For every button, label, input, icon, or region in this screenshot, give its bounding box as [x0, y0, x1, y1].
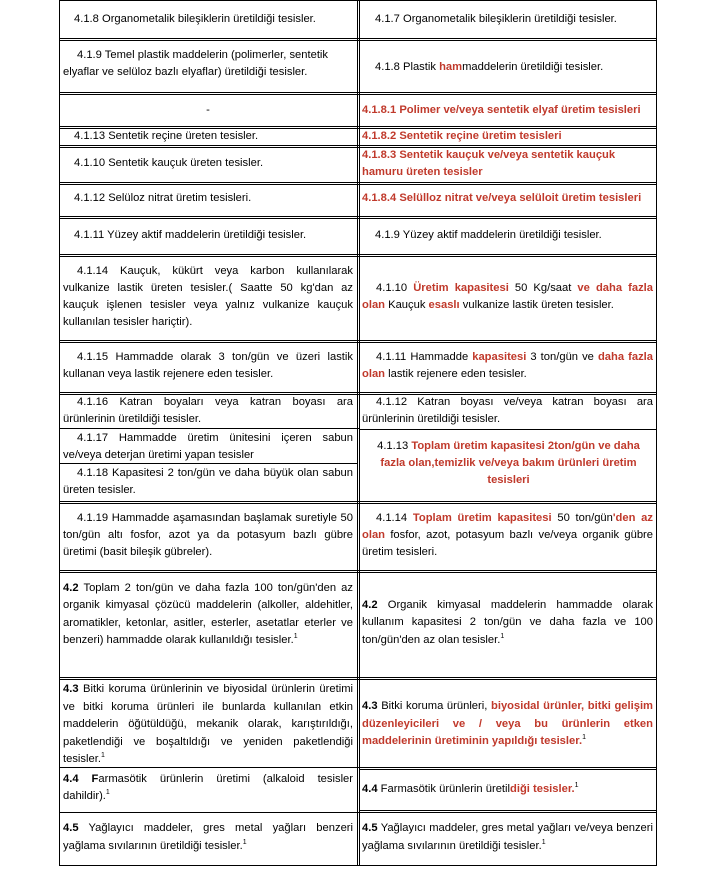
table-cell-right — [361, 698, 656, 751]
changed-text: Üretim kapasitesi — [413, 282, 509, 294]
table-cell-right — [361, 59, 656, 76]
table-cell-right — [361, 280, 656, 314]
row-divider — [59, 92, 657, 95]
cell-text: 50 ton/gün — [551, 512, 613, 524]
table-cell-left — [60, 819, 356, 855]
cell-text: - — [206, 104, 210, 116]
cell-text: Yağlayıcı maddeler, gres metal yağları ve/veya benzeri yağlama sıvılarının üretildiği tesisler. — [362, 822, 653, 852]
table-cell-right — [361, 11, 656, 28]
row-divider — [59, 38, 657, 41]
cell-text: fosfor, azot, potasyum bazlı ve/veya organik gübre üretim tesisleri. — [362, 529, 653, 558]
row-divider — [59, 216, 657, 219]
clause-number: 4.3 — [63, 683, 79, 695]
cell-text: armasötik ürünlerin üretimi (alkaloid tesisler dahildir). — [63, 773, 354, 802]
table-cell-left — [60, 394, 356, 428]
changed-text: esaslı — [428, 299, 460, 311]
cell-text: 4.1.9 Temel plastik maddelerin (polimerler, sentetik elyaflar ve selüloz bazlı elyaflar) üretildiği tesisler. — [63, 49, 329, 78]
footnote-marker: 1 — [574, 782, 579, 789]
cell-text: Bitki koruma ürünleri, — [377, 700, 491, 712]
table-cell-left — [60, 128, 356, 145]
clause-number: 4.3 — [362, 700, 378, 712]
cell-text: Organik kimyasal maddelerin hammadde olarak kullanım kapasitesi 2 ton/gün ve daha fazla ve 100 ton/gün'den az olan tesisler. — [362, 599, 653, 646]
row-divider — [59, 0, 657, 1]
clause-number: 4.2 — [63, 582, 79, 594]
comparison-table — [59, 0, 657, 866]
changed-text: ham — [439, 61, 463, 73]
cell-text: 4.1.19 Hammadde aşamasından başlamak suretiyle 50 ton/gün altı fosfor, azot ya da potasyum bazlı gübre üretimi (basit bileşik gübreler). — [63, 512, 353, 558]
clause-number: 4.4 — [362, 783, 378, 795]
row-divider — [359, 429, 657, 430]
footnote-marker: 1 — [242, 839, 247, 846]
changed-text: diği tesisler. — [510, 783, 575, 795]
changed-text: kapasitesi — [472, 351, 527, 363]
cell-text: F — [78, 773, 99, 785]
cell-text: Toplam 2 ton/gün ve daha fazla 100 ton/gün'den az organik kimyasal çözücü maddelerin (alkoller, aldehitler, aromatikler, ketonlar, asitler, esterler, asetatlar eterler ve benzeri) hammadde olarak kullanıldığı tesisler. — [63, 582, 353, 646]
cell-text: lastik rejenere eden tesisler. — [385, 368, 527, 380]
cell-text: 4.1.10 — [376, 282, 414, 294]
row-divider — [59, 340, 657, 343]
table-cell-left — [60, 771, 356, 805]
changed-text: 4.1.8.2 Sentetik reçine üretim tesisleri — [362, 130, 562, 142]
row-divider — [59, 428, 359, 429]
row-divider — [359, 810, 657, 813]
table-cell-right — [361, 227, 656, 244]
changed-text: ve daha fazla olan — [362, 282, 653, 311]
cell-text: maddelerin üretildiği tesisler. — [462, 61, 604, 73]
footnote-marker: 1 — [100, 752, 105, 759]
table-cell-right — [361, 597, 656, 649]
table-cell-left — [60, 349, 356, 383]
clause-number: 4.4 — [63, 773, 79, 785]
cell-text: 4.1.14 Kauçuk, kükürt veya karbon kullanılarak vulkanize lastik üreten tesisler.( Saatte 50 kg'dan az kauçuk işlenen tesisler veya yalnız vulkanize kauçuk kullanılan tesisler hariçtir). — [63, 265, 353, 328]
cell-text: 4.1.11 Hammadde — [376, 351, 473, 363]
cell-text: vulkanize lastik üreten tesisler. — [459, 299, 614, 311]
table-cell-left — [60, 430, 356, 464]
table-border-bottom — [59, 865, 657, 866]
cell-text: 4.1.14 — [376, 512, 413, 524]
changed-text: 4.1.8.4 Selülloz nitrat ve/veya selüloit üretim tesisleri — [362, 192, 642, 204]
table-cell-right — [361, 102, 656, 119]
table-cell-left — [60, 465, 356, 499]
cell-text: Yağlayıcı maddeler, gres metal yağları benzeri yağlama sıvılarının üretildiği tesisler. — [63, 822, 353, 852]
changed-text: 4.1.8.1 Polimer ve/veya sentetik elyaf üretim tesisleri — [362, 104, 641, 116]
cell-text: 4.1.9 Yüzey aktif maddelerin üretildiği tesisler. — [375, 229, 602, 241]
footnote-marker: 1 — [293, 632, 298, 640]
table-cell-right — [361, 819, 656, 855]
row-divider — [59, 254, 657, 257]
table-cell-right — [361, 510, 656, 561]
cell-text: 4.1.18 Kapasitesi 2 ton/gün ve daha büyük olan sabun üreten tesisler. — [63, 467, 353, 496]
cell-text: 4.1.16 Katran boyaları veya katran boyası ara ürünlerinin üretildiği tesisler. — [63, 396, 353, 425]
footnote-marker: 1 — [582, 734, 586, 741]
table-cell-left — [60, 155, 356, 172]
changed-text: 4.1.8.3 Sentetik kauçuk ve/veya sentetik kauçuk hamuru üreten tesisler — [362, 149, 616, 178]
row-divider — [59, 501, 657, 504]
cell-text: 4.1.8 Plastik — [375, 61, 440, 73]
table-cell-left — [60, 190, 356, 207]
changed-text: Toplam üretim kapasitesi — [412, 512, 552, 524]
cell-text: 4.1.12 Selüloz nitrat üretim tesisleri. — [74, 192, 252, 204]
table-cell-right — [361, 781, 656, 798]
changed-text: 'den az olan — [362, 512, 653, 541]
table-cell-left — [60, 580, 356, 649]
cell-text: 4.1.8 Organometalik bileşiklerin üretildiği tesisler. — [74, 13, 316, 25]
changed-text: biyosidal ürünler, bitki gelişim düzenleyicileri ve / veya bu ürünlerin etken maddelerinin üretiminin yapıldığı tesisler. — [362, 700, 653, 747]
table-cell-left — [60, 227, 356, 244]
table-column-divider — [357, 0, 360, 866]
table-cell-right — [361, 394, 656, 428]
changed-text: daha fazla olan — [362, 351, 653, 380]
cell-text: 3 ton/gün ve — [526, 351, 598, 363]
cell-text: 4.1.12 Katran boyası ve/veya katran boyası ara ürünlerinin üretildiği tesisler. — [362, 396, 653, 425]
table-cell-left — [60, 47, 356, 81]
table-cell-right — [361, 128, 656, 145]
footnote-marker: 1 — [105, 789, 110, 796]
cell-text: Bitki koruma ürünlerinin ve biyosidal ürünlerin üretimi ve bitki koruma ürünleri ile bunlarda kullanılan etkin maddelerin öğütüldüğü, mekanik olarak, karıştırıldığı, paketlendiği ve boşaltıldığı ve yeniden paketlendiği tesisler. — [63, 683, 353, 765]
table-cell-left — [60, 11, 356, 28]
cell-text: 4.1.7 Organometalik bileşiklerin üretildiği tesisler. — [375, 13, 617, 25]
changed-text: Toplam üretim kapasitesi 2ton/gün ve daha fazla olan,temizlik ve/veya bakım ürünleri üretim tesisleri — [380, 440, 640, 486]
table-cell-right — [361, 349, 656, 383]
table-cell-left — [60, 263, 356, 331]
cell-text: 4.1.11 Yüzey aktif maddelerin üretildiği tesisler. — [74, 229, 307, 241]
cell-text: Kauçuk — [385, 299, 429, 311]
cell-text: 4.1.17 Hammadde üretim ünitesini içeren sabun ve/veya deterjan üretimi yapan tesisler — [63, 432, 353, 461]
clause-number: 4.5 — [63, 822, 79, 834]
footnote-marker: 1 — [500, 632, 505, 640]
cell-text: 4.1.13 — [377, 440, 412, 452]
cell-text: Farmasötik ürünlerin üretil — [377, 783, 510, 795]
cell-text: 4.1.10 Sentetik kauçuk üreten tesisler. — [74, 157, 264, 169]
table-border-right — [656, 0, 657, 866]
clause-number: 4.5 — [362, 822, 378, 834]
row-divider — [359, 767, 657, 770]
table-cell-left — [60, 102, 356, 119]
row-divider — [59, 182, 657, 185]
row-divider — [59, 677, 657, 680]
cell-text: 4.1.15 Hammadde olarak 3 ton/gün ve üzeri lastik kullanan veya lastik rejenere eden tesisler. — [63, 351, 353, 380]
footnote-marker: 1 — [541, 839, 546, 846]
table-cell-left — [60, 681, 356, 769]
table-cell-left — [60, 510, 356, 561]
table-cell-right — [361, 190, 656, 207]
row-divider — [59, 812, 359, 813]
cell-text: 4.1.13 Sentetik reçine üreten tesisler. — [74, 130, 259, 142]
row-divider — [59, 570, 657, 573]
table-cell-right — [361, 438, 656, 489]
cell-text: 50 Kg/saat — [508, 282, 578, 294]
table-cell-right — [361, 147, 656, 181]
clause-number: 4.2 — [362, 599, 378, 611]
